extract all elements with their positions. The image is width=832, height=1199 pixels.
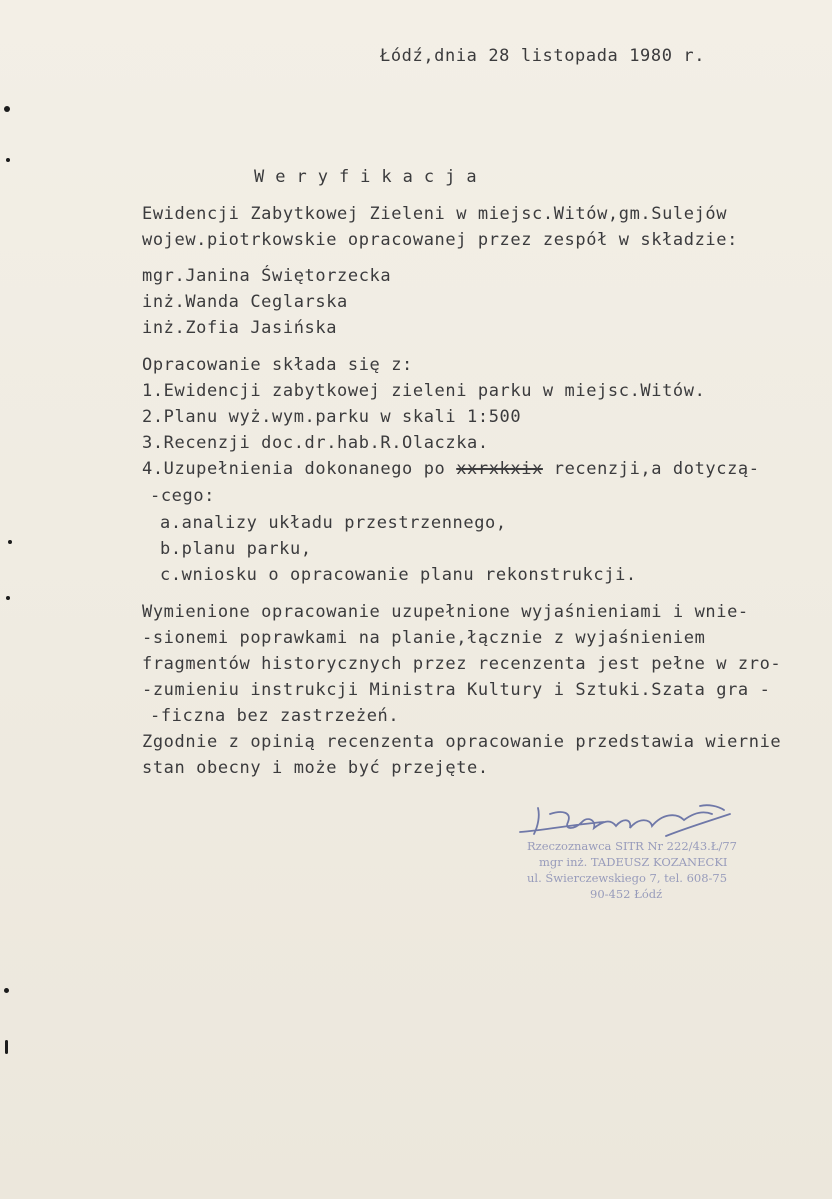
contents-subitem: c.wniosku o opracowanie planu rekonstrukcji. (160, 565, 637, 585)
item4-prefix: 4.Uzupełnienia dokonanego po (142, 459, 457, 479)
intro-line: Ewidencji Zabytkowej Zieleni w miejsc.Witów,gm.Sulejów (142, 204, 728, 224)
document-title: Weryfikacja (254, 167, 488, 187)
team-member: inż.Wanda Ceglarska (142, 292, 348, 312)
contents-heading: Opracowanie składa się z: (142, 355, 413, 375)
contents-item-4 (142, 459, 760, 479)
body-line: -sionemi poprawkami na planie,łącznie z wyjaśnieniem (142, 628, 706, 648)
body-line: Zgodnie z opinią recenzenta opracowanie przedstawia wiernie (142, 732, 782, 752)
contents-item: 3.Recenzji doc.dr.hab.R.Olaczka. (142, 433, 489, 453)
punch-hole (8, 540, 12, 544)
contents-item: 2.Planu wyż.wym.parku w skali 1:500 (142, 407, 522, 427)
punch-hole (5, 1040, 8, 1054)
punch-hole (4, 988, 9, 993)
contents-item-4-continued: -cego: (150, 486, 216, 506)
body-line: Wymienione opracowanie uzupełnione wyjaśnieniami i wnie- (142, 602, 749, 622)
item4-suffix: recenzji,a dotyczą- (542, 459, 760, 479)
punch-hole (4, 106, 10, 112)
body-line: -ficzna bez zastrzeżeń. (150, 706, 400, 726)
stamp-line: Rzeczoznawca SITR Nr 222/43.Ł/77 (527, 839, 737, 853)
stamp-line: ul. Świerczewskiego 7, tel. 608-75 (527, 871, 728, 885)
stamp-line: mgr inż. TADEUSZ KOZANECKI (539, 855, 728, 869)
team-member: mgr.Janina Świętorzecka (142, 266, 392, 286)
contents-subitem: b.planu parku, (160, 539, 312, 559)
body-line: fragmentów historycznych przez recenzenta jest pełne w zro- (142, 654, 782, 674)
contents-item: 1.Ewidencji zabytkowej zieleni parku w miejsc.Witów. (142, 381, 706, 401)
intro-line: wojew.piotrkowskie opracowanej przez zespół w składzie: (142, 230, 738, 250)
body-line: stan obecny i może być przejęte. (142, 758, 489, 778)
contents-subitem: a.analizy układu przestrzennego, (160, 513, 507, 533)
stamp-line: 90-452 Łódź (590, 887, 663, 901)
place-date: Łódź,dnia 28 listopada 1980 r. (380, 46, 706, 66)
team-member: inż.Zofia Jasińska (142, 318, 338, 338)
punch-hole (6, 158, 10, 162)
struck-out-text: xxrxkxix (456, 459, 543, 479)
body-line: -zumieniu instrukcji Ministra Kultury i Sztuki.Szata gra - (142, 680, 771, 700)
punch-hole (6, 596, 10, 600)
